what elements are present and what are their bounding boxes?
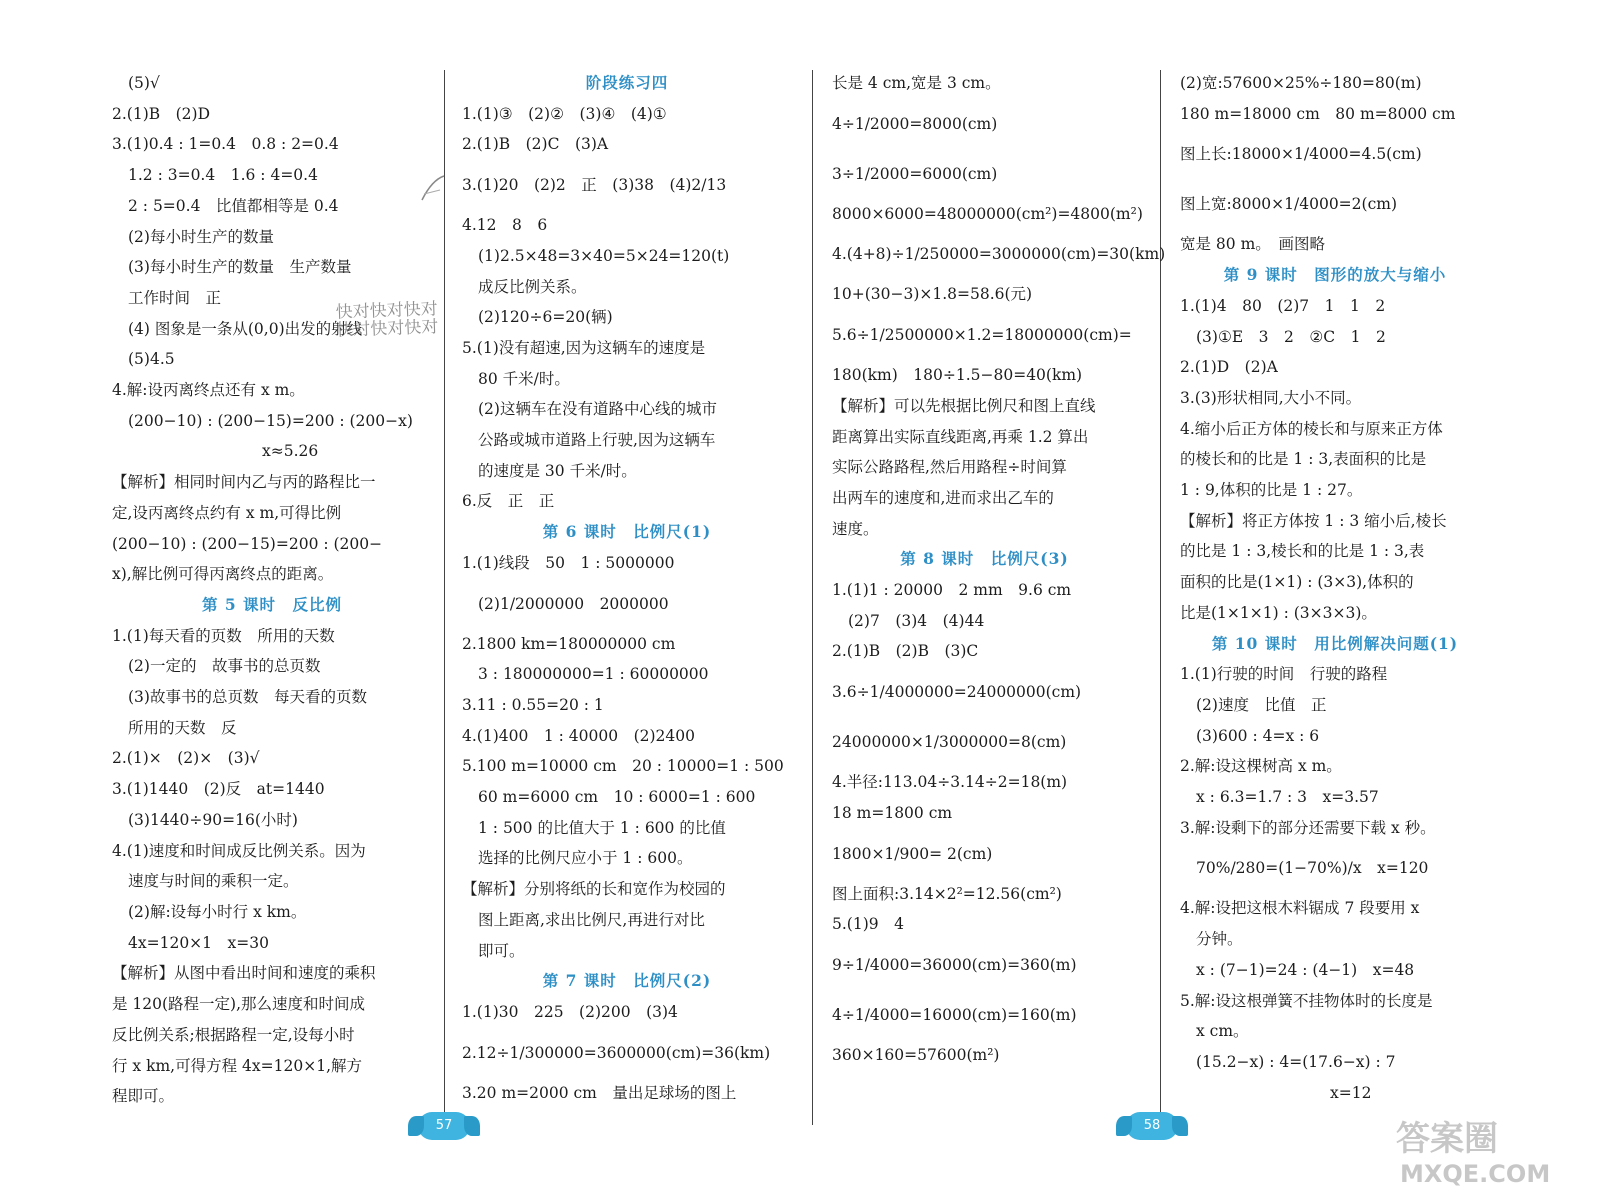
answer-line: 3.11 : 0.55=20 : 1 — [462, 695, 604, 714]
answer-line: 4.(4+8)÷1/250000=3000000(cm)=30(km) — [832, 245, 1166, 264]
answer-line: 图上距离,求出比例尺,再进行对比 — [478, 910, 705, 929]
answer-line: 5.6÷1/2500000×1.2=18000000(cm)= — [832, 326, 1132, 345]
answer-line: 面积的比是(1×1) : (3×3),体积的 — [1180, 573, 1414, 592]
answer-line: 4÷1/4000=16000(cm)=160(m) — [832, 1005, 1077, 1024]
answer-line: (2)这辆车在没有道路中心线的城市 — [478, 400, 717, 419]
answer-line: 3÷1/2000=6000(cm) — [832, 164, 998, 183]
answer-line: 【解析】分别将纸的长和宽作为校园的 — [462, 880, 726, 899]
answer-line: x≈5.26 — [262, 442, 319, 461]
answer-line: 3.6÷1/4000000=24000000(cm) — [832, 683, 1082, 702]
answer-line: 1 : 9,体积的比是 1 : 27。 — [1180, 481, 1363, 500]
answer-line: 5.解:设这根弹簧不挂物体时的长度是 — [1180, 991, 1433, 1010]
column-divider — [812, 70, 813, 1125]
answer-line: 图上宽:8000×1/4000=2(cm) — [1180, 195, 1398, 214]
answer-line: (200−10) : (200−15)=200 : (200− — [112, 534, 383, 553]
answer-line: 行 x km,可得方程 4x=120×1,解方 — [112, 1056, 362, 1075]
answer-line: (2)解:设每小时行 x km。 — [128, 902, 307, 921]
answer-line: 1.(1)4 80 (2)7 1 1 2 — [1180, 296, 1386, 315]
answer-line: 2.(1)D (2)A — [1180, 358, 1278, 377]
answer-line: 5.(1)9 4 — [832, 915, 904, 934]
answer-line: 1 : 500 的比值大于 1 : 600 的比值 — [478, 818, 726, 837]
answer-line: 程即可。 — [112, 1087, 175, 1106]
answer-line: 宽是 80 m。 画图略 — [1180, 235, 1326, 254]
answer-line: 180 m=18000 cm 80 m=8000 cm — [1180, 104, 1456, 123]
column-divider — [444, 70, 445, 1125]
answer-line: 2.(1)B (2)D — [112, 104, 211, 123]
column-4 — [1180, 68, 1490, 1108]
answer-line: (3)每小时生产的数量 生产数量 — [128, 258, 352, 277]
answer-line: 出两车的速度和,进而求出乙车的 — [832, 488, 1054, 507]
column-1 — [112, 68, 432, 1112]
answer-line: 2.(1)B (2)C (3)A — [462, 135, 609, 154]
answer-line: 1800×1/900= 2(cm) — [832, 844, 993, 863]
answer-line: 18 m=1800 cm — [832, 803, 953, 822]
answer-line: 距离算出实际直线距离,再乘 1.2 算出 — [832, 427, 1089, 446]
answer-line: 5.100 m=10000 cm 20 : 10000=1 : 500 — [462, 757, 784, 776]
answer-line: (2)速度 比值 正 — [1196, 695, 1327, 714]
answer-line: 长是 4 cm,宽是 3 cm。 — [832, 74, 1001, 92]
answer-line: 1.(1)线段 50 1 : 5000000 — [462, 553, 675, 572]
column-2 — [462, 68, 792, 1108]
answer-line: (2)7 (3)4 (4)44 — [848, 611, 985, 630]
stamp-line: 快对快对快对 — [335, 299, 439, 323]
answer-line: 3.20 m=2000 cm 量出足球场的图上 — [462, 1083, 737, 1102]
answer-line: (2)120÷6=20(辆) — [478, 308, 613, 327]
answer-line: 4.12 8 6 — [462, 216, 548, 235]
answer-line: 定,设丙离终点约有 x m,可得比例 — [112, 503, 342, 522]
section-heading: 第 10 课时 用比例解决问题(1) — [1211, 633, 1459, 653]
answer-line: 2.解:设这棵树高 x m。 — [1180, 757, 1342, 776]
answer-line: (1)2.5×48=3×40=5×24=120(t) — [478, 246, 730, 265]
answer-line: 图上长:18000×1/4000=4.5(cm) — [1180, 145, 1422, 164]
answer-line: (2)每小时生产的数量 — [128, 227, 274, 246]
section-heading: 第 7 课时 比例尺(2) — [542, 971, 712, 991]
page-number-badge: 57 — [418, 1112, 470, 1140]
answer-line: 比是(1×1×1) : (3×3×3)。 — [1180, 603, 1377, 622]
answer-line: 实际公路路程,然后用路程÷时间算 — [832, 458, 1067, 477]
answer-line: (3)1440÷90=16(小时) — [128, 810, 298, 829]
page-number-badge: 58 — [1126, 1112, 1178, 1140]
answer-line: x),解比例可得丙离终点的距离。 — [112, 565, 334, 584]
pencil-mark-icon — [418, 170, 448, 210]
answer-line: 4.解:设丙离终点还有 x m。 — [112, 381, 305, 400]
answer-line: 60 m=6000 cm 10 : 6000=1 : 600 — [478, 788, 756, 807]
answer-line: 3.(1)1440 (2)反 at=1440 — [112, 780, 325, 799]
answer-line: (2)宽:57600×25%÷180=80(m) — [1180, 74, 1422, 92]
section-heading: 第 9 课时 图形的放大与缩小 — [1223, 265, 1447, 285]
answer-line: 2 : 5=0.4 比值都相等是 0.4 — [128, 196, 339, 215]
answer-line: 10+(30−3)×1.8=58.6(元) — [832, 285, 1033, 304]
column-divider — [1160, 70, 1161, 1125]
answer-line: 1.(1)1 : 20000 2 mm 9.6 cm — [832, 581, 1072, 600]
section-heading: 第 5 课时 反比例 — [201, 594, 343, 614]
answer-line: 4.(1)400 1 : 40000 (2)2400 — [462, 726, 695, 745]
answer-line: 选择的比例尺应小于 1 : 600。 — [478, 849, 693, 868]
answer-line: 即可。 — [478, 941, 525, 960]
answer-line: 1.(1)每天看的页数 所用的天数 — [112, 626, 335, 645]
answer-line: 4.缩小后正方体的棱长和与原来正方体 — [1180, 419, 1443, 438]
answer-line: 【解析】相同时间内乙与丙的路程比一 — [112, 473, 376, 492]
answer-line: 工作时间 正 — [128, 288, 222, 307]
answer-line: 2.1800 km=180000000 cm — [462, 634, 676, 653]
answer-line: 分钟。 — [1196, 930, 1243, 949]
answer-line: 180(km) 180÷1.5−80=40(km) — [832, 366, 1083, 385]
stamp-line: 快对快对快对 — [335, 317, 439, 341]
answer-line: 2.(1)B (2)B (3)C — [832, 642, 979, 661]
answer-line: 速度。 — [832, 519, 879, 538]
answer-line: 3 : 180000000=1 : 60000000 — [478, 665, 709, 684]
section-heading: 第 8 课时 比例尺(3) — [900, 549, 1069, 569]
answer-line: (2)1/2000000 2000000 — [478, 594, 669, 613]
answer-line: (3)故事书的总页数 每天看的页数 — [128, 688, 367, 707]
answer-line: 5.(1)没有超速,因为这辆车的速度是 — [462, 338, 706, 357]
answer-line: 4.半径:113.04÷3.14÷2=18(m) — [832, 773, 1068, 792]
answer-line: 1.2 : 3=0.4 1.6 : 4=0.4 — [128, 166, 318, 185]
watermark-title: 答案圈 — [1396, 1119, 1498, 1159]
answer-line: 【解析】从图中看出时间和速度的乘积 — [112, 964, 376, 983]
answer-line: 的速度是 30 千米/时。 — [478, 461, 637, 480]
answer-line: x cm。 — [1196, 1022, 1249, 1041]
answer-line: 6.反 正 正 — [462, 492, 555, 511]
answer-line: 4.解:设把这根木料锯成 7 段要用 x — [1180, 899, 1420, 918]
answer-line: 成反比例关系。 — [478, 277, 587, 296]
answer-line: x : 6.3=1.7 : 3 x=3.57 — [1196, 788, 1379, 807]
answer-line: (5)√ — [128, 74, 160, 92]
answer-line: x : (7−1)=24 : (4−1) x=48 — [1196, 960, 1415, 979]
answer-line: 反比例关系;根据路程一定,设每小时 — [112, 1025, 355, 1044]
answer-line: 公路或城市道路上行驶,因为这辆车 — [478, 431, 716, 450]
answer-line: 24000000×1/3000000=8(cm) — [832, 733, 1067, 752]
column-3 — [832, 68, 1166, 1071]
answer-line: 4÷1/2000=8000(cm) — [832, 114, 998, 133]
answer-line: 8000×6000=48000000(cm²)=4800(m²) — [832, 204, 1143, 223]
answer-line: 9÷1/4000=36000(cm)=360(m) — [832, 955, 1077, 974]
answer-line: 【解析】将正方体按 1 : 3 缩小后,棱长 — [1180, 511, 1447, 530]
answer-line: 所用的天数 反 — [128, 718, 237, 737]
answer-line: 【解析】可以先根据比例尺和图上直线 — [832, 396, 1096, 415]
answer-line: 1.(1)③ (2)② (3)④ (4)① — [462, 104, 667, 123]
answer-line: 的棱长和的比是 1 : 3,表面积的比是 — [1180, 450, 1427, 469]
answer-line: 速度与时间的乘积一定。 — [128, 872, 299, 891]
section-heading: 阶段练习四 — [585, 73, 669, 92]
answer-line: (5)4.5 — [128, 350, 175, 369]
answer-line: 3.(3)形状相同,大小不同。 — [1180, 388, 1362, 407]
answer-line: (3)600 : 4=x : 6 — [1196, 726, 1320, 745]
watermark-url: MXQE.COM — [1400, 1160, 1551, 1188]
answer-line: (200−10) : (200−15)=200 : (200−x) — [128, 411, 413, 430]
answer-line: 图上面积:3.14×2²=12.56(cm²) — [832, 884, 1062, 903]
stamp-overlay — [335, 300, 438, 340]
section-heading: 第 6 课时 比例尺(1) — [542, 522, 712, 542]
answer-line: 是 120(路程一定),那么速度和时间成 — [112, 995, 366, 1014]
answer-line: (15.2−x) : 4=(17.6−x) : 7 — [1196, 1052, 1396, 1071]
answer-line: x=12 — [1330, 1083, 1372, 1102]
answer-line: 3.解:设剩下的部分还需要下载 x 秒。 — [1180, 818, 1436, 837]
answer-line: 360×160=57600(m²) — [832, 1045, 1000, 1064]
answer-line: 2.12÷1/300000=3600000(cm)=36(km) — [462, 1043, 771, 1062]
answer-line: (3)①E 3 2 ②C 1 2 — [1196, 327, 1386, 346]
answer-line: 70%/280=(1−70%)/x x=120 — [1196, 859, 1429, 878]
answer-line: 80 千米/时。 — [478, 369, 570, 388]
answer-line: 的比是 1 : 3,棱长和的比是 1 : 3,表 — [1180, 542, 1425, 561]
answer-line: 2.(1)× (2)× (3)√ — [112, 749, 260, 768]
answer-line: (4) 图象是一条从(0,0)出发的射线 — [128, 319, 363, 338]
watermark-logo — [1388, 1112, 1588, 1188]
answer-line: 1.(1)行驶的时间 行驶的路程 — [1180, 665, 1388, 684]
answer-line: 4x=120×1 x=30 — [128, 933, 269, 952]
answer-line: 1.(1)30 225 (2)200 (3)4 — [462, 1002, 678, 1021]
answer-line: 3.(1)20 (2)2 正 (3)38 (4)2/13 — [462, 176, 727, 195]
answer-line: 3.(1)0.4 : 1=0.4 0.8 : 2=0.4 — [112, 135, 339, 154]
answer-line: 4.(1)速度和时间成反比例关系。因为 — [112, 841, 366, 860]
answer-line: (2)一定的 故事书的总页数 — [128, 657, 321, 676]
